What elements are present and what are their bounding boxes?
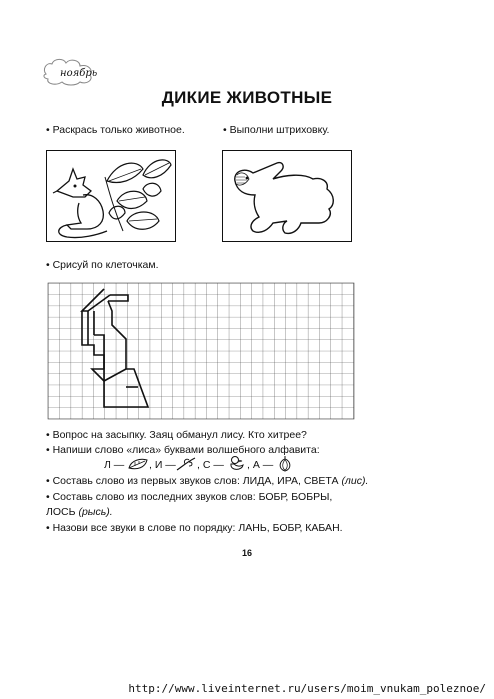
last-sounds-answer: (рысь). (78, 506, 113, 518)
alphabet-i: , И — (149, 459, 176, 471)
leaf-icon (127, 456, 149, 472)
duckling-icon (228, 455, 246, 472)
task-color-only-animals: • Раскрась только животное. (46, 124, 185, 136)
last-sounds-line2 (46, 505, 113, 520)
alphabet-a: , А — (247, 459, 274, 471)
fox-picture-frame (46, 150, 176, 242)
name-sounds-task: • Назови все звуки в слове по порядку: ЛАНЬ, БОБР, КАБАН. (46, 522, 343, 534)
first-sounds-text: • Составь слово из первых звуков слов: ЛИДА, ИРА, СВЕТА (46, 475, 339, 487)
page-number: 16 (241, 548, 252, 558)
cell-grid-drawing (48, 283, 354, 419)
onion-icon (277, 455, 293, 472)
fox-with-leaves-illustration (47, 151, 174, 240)
write-word-task: • Напиши слово «лиса» буквами волшебного алфавита: (46, 444, 320, 456)
last-sounds-words: ЛОСЬ (46, 506, 76, 518)
hare-silhouette-illustration (223, 151, 350, 240)
footer-url[interactable]: http://www.liveinternet.ru/users/moim_vnukam_poleznoe/ (128, 682, 486, 695)
month-label: ноябрь (60, 68, 98, 79)
sprout-icon (175, 456, 197, 472)
task-copy-by-cells: • Срисуй по клеточкам. (46, 259, 159, 271)
last-sounds-line1: • Составь слово из последних звуков слов: БОБР, БОБРЫ, (46, 491, 333, 503)
page-title: ДИКИЕ ЖИВОТНЫЕ (161, 88, 333, 107)
task-do-hatching: • Выполни штриховку. (223, 124, 330, 136)
alphabet-l: Л — (104, 459, 125, 471)
hare-hatching-frame (222, 150, 352, 242)
first-sounds-task (46, 474, 368, 489)
riddle-question: • Вопрос на засыпку. Заяц обманул лису. Кто хитрее? (46, 429, 307, 441)
first-sounds-answer: (лис). (341, 475, 369, 487)
alphabet-s: , С — (197, 459, 224, 471)
